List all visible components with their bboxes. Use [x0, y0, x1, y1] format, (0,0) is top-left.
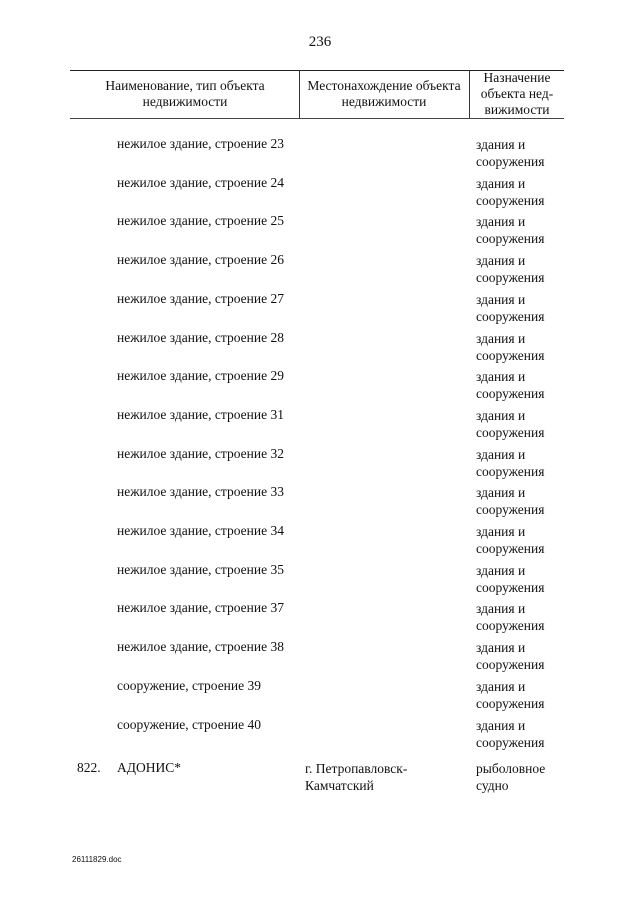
row-purpose-line: здания и	[476, 678, 526, 694]
row-purpose	[476, 213, 566, 247]
entry-name: АДОНИС*	[117, 760, 181, 775]
row-purpose	[476, 717, 566, 751]
row-purpose	[476, 446, 566, 480]
row-purpose	[476, 562, 566, 596]
row-purpose-line: сооружения	[476, 154, 545, 169]
row-purpose	[476, 407, 566, 441]
row-name: сооружение, строение 39	[117, 677, 261, 693]
header-purpose-line: вижимости	[484, 102, 550, 117]
row-purpose-line: здания и	[476, 485, 526, 501]
entry-purpose	[476, 760, 566, 794]
row-name: нежилое здание, строение 32	[117, 445, 284, 461]
row-purpose-line: здания и	[476, 717, 526, 733]
row-purpose	[476, 523, 566, 557]
table-row	[0, 136, 640, 174]
header-name-column: Наименование, тип объекта недвижимости	[105, 78, 265, 109]
entry-location	[305, 760, 465, 794]
row-purpose-line: сооружения	[476, 231, 545, 247]
row-name: нежилое здание, строение 33	[117, 484, 284, 500]
row-purpose-line: здания и	[476, 446, 526, 462]
table-row	[0, 252, 640, 290]
row-purpose-line: здания и	[476, 601, 526, 617]
header-location-column: Местонахождение объекта недвижимости	[307, 78, 461, 109]
row-name: нежилое здание, строение 26	[117, 252, 284, 268]
table-row	[0, 330, 640, 368]
row-purpose	[476, 291, 566, 325]
table-header-rule	[70, 118, 564, 119]
row-purpose-line: здания и	[476, 524, 526, 539]
row-purpose	[476, 252, 566, 286]
header-purpose-line: Назначение	[483, 70, 551, 85]
row-name: нежилое здание, строение 34	[117, 523, 284, 538]
table-row	[0, 717, 640, 755]
row-name: нежилое здание, строение 23	[117, 136, 284, 151]
row-purpose-line: здания и	[476, 291, 526, 307]
row-purpose	[476, 600, 566, 634]
row-purpose-line: сооружения	[476, 579, 545, 595]
table-row	[0, 600, 640, 638]
row-purpose-line: сооружения	[476, 347, 545, 363]
table-row	[0, 523, 640, 561]
row-purpose-line: здания и	[476, 330, 526, 346]
row-purpose-line: здания и	[476, 175, 526, 191]
row-name: нежилое здание, строение 38	[117, 639, 284, 655]
row-purpose-line: сооружения	[476, 734, 545, 750]
entry-purpose-line: рыболовное	[476, 761, 546, 776]
entry-location-line: Камчатский	[305, 778, 374, 793]
table-row	[0, 446, 640, 484]
row-purpose-line: сооружения	[476, 308, 545, 324]
row-name: нежилое здание, строение 37	[117, 600, 284, 616]
row-purpose	[476, 136, 566, 170]
entry-number: 822.	[77, 760, 101, 775]
header-purpose-column	[470, 70, 564, 118]
row-purpose-line: сооружения	[476, 502, 545, 518]
table-row	[0, 484, 640, 522]
table-row	[0, 368, 640, 406]
row-purpose	[476, 368, 566, 402]
row-purpose-line: здания и	[476, 640, 526, 656]
row-purpose-line: здания и	[476, 253, 526, 269]
row-purpose-line: сооружения	[476, 192, 545, 208]
row-name: нежилое здание, строение 29	[117, 368, 284, 384]
table-row	[0, 407, 640, 445]
row-name: нежилое здание, строение 24	[117, 174, 284, 190]
row-purpose-line: сооружения	[476, 386, 545, 402]
row-name: нежилое здание, строение 25	[117, 213, 284, 229]
row-purpose-line: сооружения	[476, 695, 545, 711]
page-number: 236	[308, 34, 332, 50]
header-purpose-line: объекта нед-	[480, 86, 554, 101]
row-purpose-line: сооружения	[476, 618, 545, 634]
row-purpose-line: здания и	[476, 137, 526, 152]
row-purpose	[476, 639, 566, 673]
row-purpose	[476, 330, 566, 364]
row-purpose-line: сооружения	[476, 541, 545, 556]
row-name: нежилое здание, строение 31	[117, 406, 284, 422]
row-purpose-line: здания и	[476, 562, 526, 578]
row-name: нежилое здание, строение 27	[117, 290, 284, 306]
table-row	[0, 562, 640, 600]
file-footer: 26111829.doc	[72, 855, 122, 864]
row-purpose	[476, 484, 566, 518]
row-purpose	[476, 175, 566, 209]
row-purpose-line: здания и	[476, 407, 526, 423]
row-purpose-line: сооружения	[476, 657, 545, 673]
row-purpose-line: здания и	[476, 369, 526, 385]
row-purpose-line: сооружения	[476, 463, 545, 479]
row-purpose	[476, 678, 566, 712]
row-name: нежилое здание, строение 35	[117, 561, 284, 577]
row-purpose-line: сооружения	[476, 424, 545, 440]
entry-purpose-line: судно	[476, 778, 509, 793]
table-row	[0, 678, 640, 716]
row-purpose-line: здания и	[476, 214, 526, 230]
row-name: сооружение, строение 40	[117, 716, 261, 732]
row-purpose-line: сооружения	[476, 270, 545, 286]
table-row	[0, 291, 640, 329]
table-row	[0, 175, 640, 213]
table-row	[0, 639, 640, 677]
table-row	[0, 213, 640, 251]
entry-location-line: г. Петропавловск-	[305, 761, 408, 776]
row-name: нежилое здание, строение 28	[117, 329, 284, 345]
